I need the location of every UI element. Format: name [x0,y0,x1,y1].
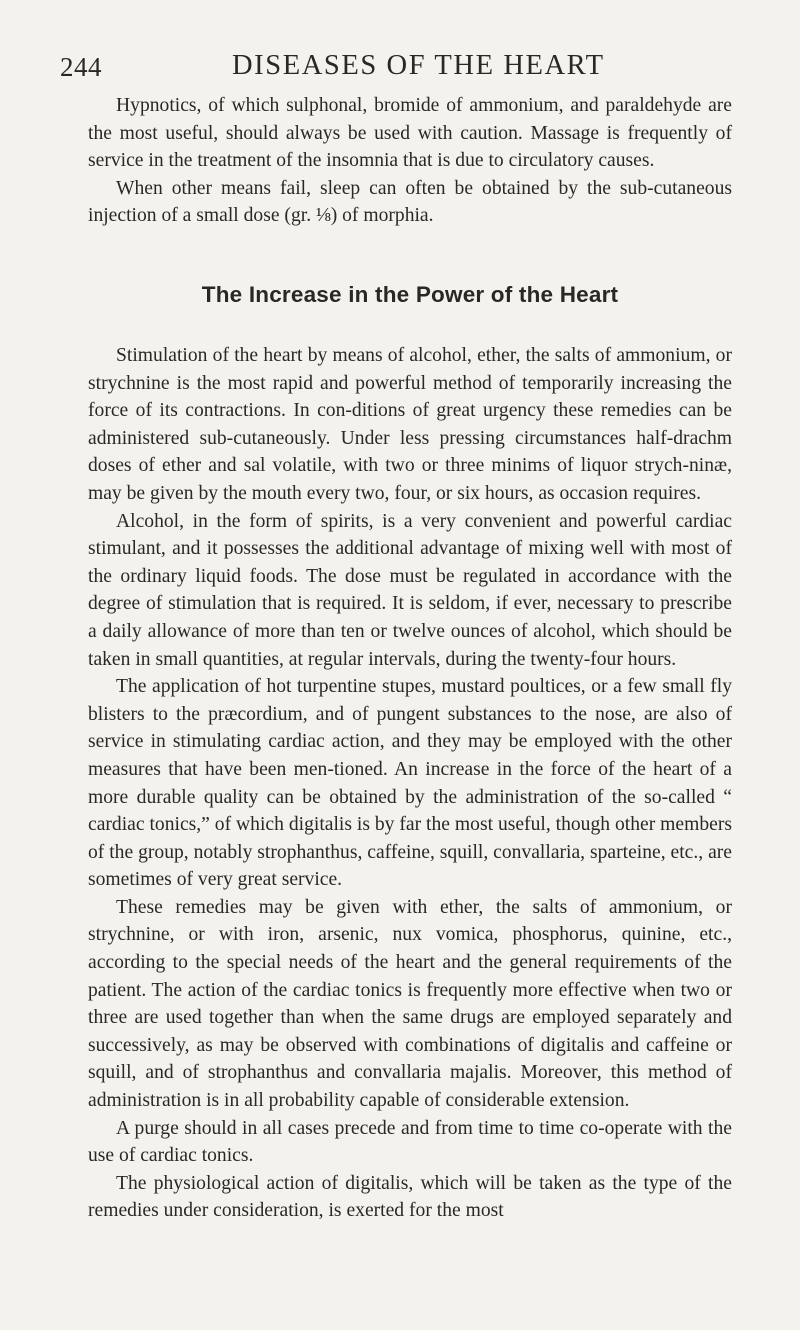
paragraph-hypnotics: Hypnotics, of which sulphonal, bromide of ammonium, and paraldehyde are the most useful, should always be used with caution. Massage is frequently of service in the treatment of the insomnia that is due to circulatory causes. [88,95,732,172]
paragraph-stimulation: Stimulation of the heart by means of alcohol, ether, the salts of ammonium, or strychnine is the most rapid and powerful method of temporarily increasing the force of its contractions. In con-ditions of great urgency these remedies can be administered sub-cutaneously. Under less pressing circumstances half-drachm doses of ether and sal volatile, with two or three minims of liquor strych-ninæ, may be given by the mouth every two, four, or six hours, as occasion requires. [88,345,732,504]
paragraph-remedies: These remedies may be given with ether, the salts of ammonium, or strychnine, or with iron, arsenic, nux vomica, phosphorus, quinine, etc., according to the special needs of the heart and the general requirements of the patient. The action of the cardiac tonics is frequently more effective when two or three are used together than when the same drugs are employed separately and successively, as may be observed with combinations of digitalis and caffeine or squill, and of strophanthus and convallaria majalis. Moreover, this method of administration is in all probability capable of considerable extension. [88,896,732,1112]
running-title: DISEASES OF THE HEART [232,50,605,81]
paragraph-purge: A purge should in all cases precede and from time to time co-operate with the use of cardiac tonics. [88,1117,732,1167]
paragraph-alcohol: Alcohol, in the form of spirits, is a very convenient and powerful cardiac stimulant, and it possesses the additional advantage of mixing well with most of the ordinary liquid foods. The dose must be regulated in accordance with the degree of stimulation that is required. It is seldom, if ever, necessary to prescribe a daily allowance of more than ten or twelve ounces of alcohol, which should be taken in small quantities, at regular intervals, during the twenty-four hours. [88,510,732,670]
paragraph-morphia: When other means fail, sleep can often be obtained by the sub-cutaneous injection of a small dose (gr. ⅛) of morphia. [88,177,732,227]
page-number: 244 [60,52,102,82]
section-heading: The Increase in the Power of the Heart [201,282,619,307]
page-header [60,50,740,90]
section-body [88,342,732,1225]
intro-text [88,92,732,230]
paragraph-digitalis: The physiological action of digitalis, which will be taken as the type of the remedies under consideration, is exerted for the most [88,1172,732,1222]
paragraph-turpentine: The application of hot turpentine stupes, mustard poultices, or a few small fly blisters to the præcordium, and of pungent substances to the nose, are also of service in stimulating cardiac action, and they may be employed with the other measures that have been men-tioned. An increase in the force of the heart of a more durable quality can be obtained by the administration of the so-called “ cardiac tonics,” of which digitalis is by far the most useful, though other members of the group, notably strophanthus, caffeine, squill, convallaria, sparteine, etc., are sometimes of very great service. [88,676,732,891]
